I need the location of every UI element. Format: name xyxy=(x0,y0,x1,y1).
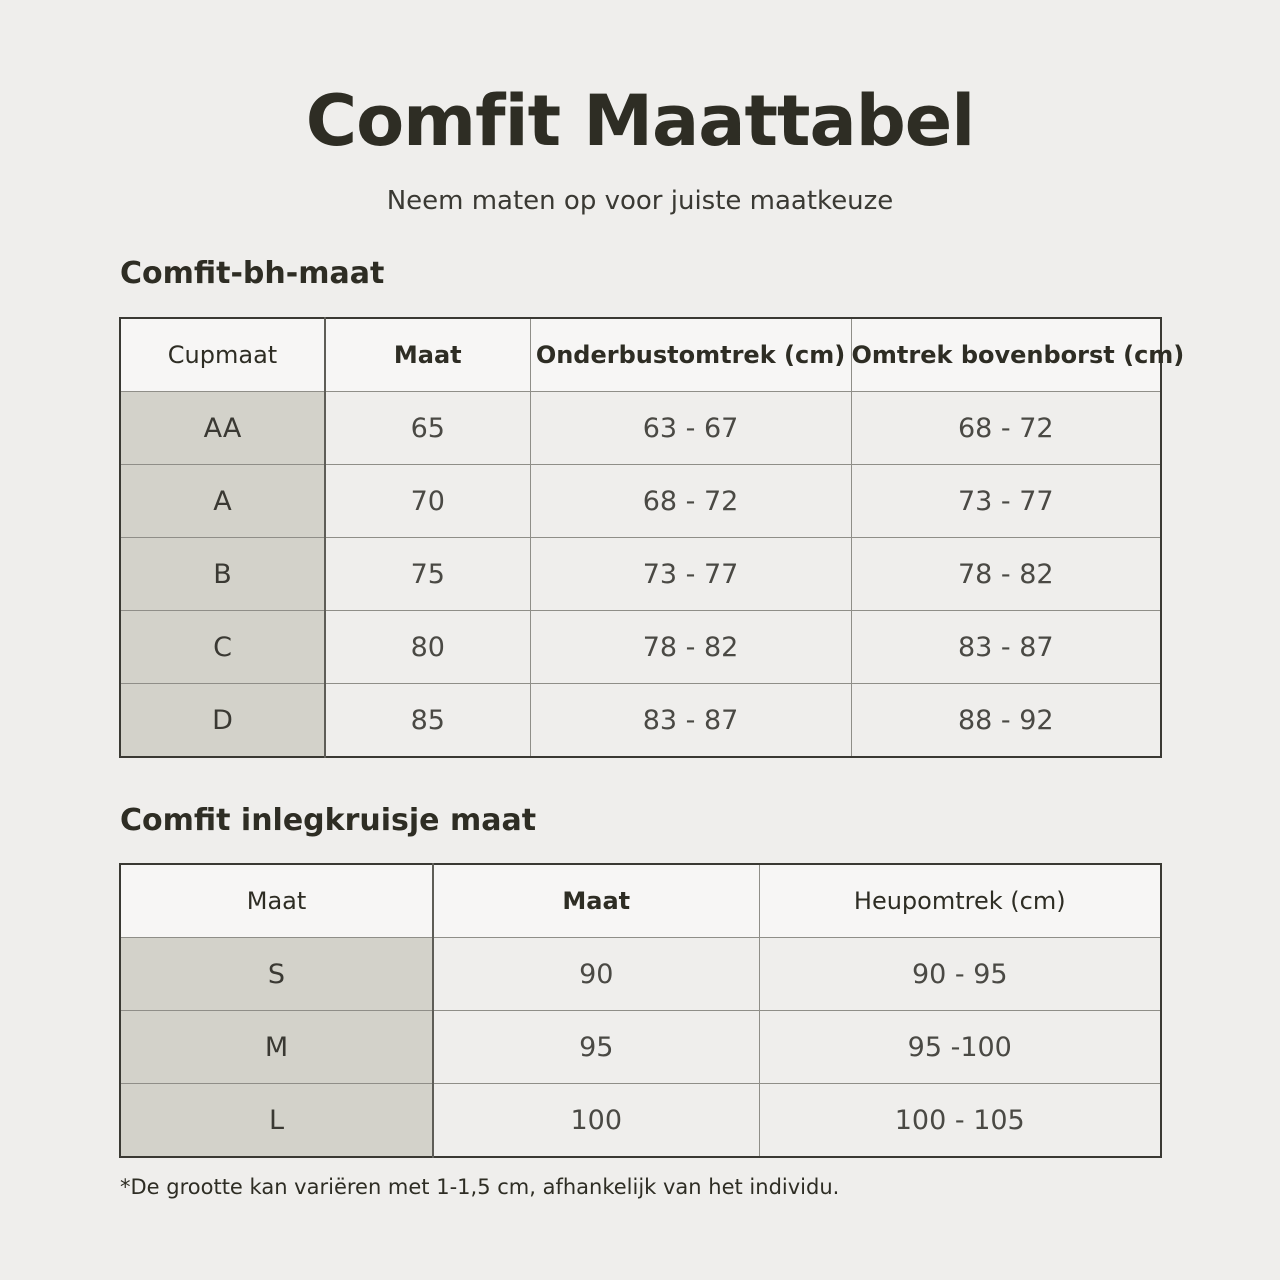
cupmaat-cell: D xyxy=(120,684,325,758)
onderbustomtrek-cell: 78 - 82 xyxy=(530,611,851,684)
size-letter-cell: L xyxy=(120,1084,433,1158)
maat-cell: 95 xyxy=(433,1011,759,1084)
table-row xyxy=(120,938,1161,1011)
page-subtitle: Neem maten op voor juiste maatkeuze xyxy=(386,186,894,216)
bra-size-section-title: Comfit-bh-maat xyxy=(120,256,385,291)
table-row xyxy=(120,611,1161,684)
size-letter-cell: S xyxy=(120,938,433,1011)
column-header-maat: Maat xyxy=(433,864,759,938)
maat-cell: 90 xyxy=(433,938,759,1011)
maat-cell: 75 xyxy=(325,538,530,611)
column-header-cupmaat: Cupmaat xyxy=(120,318,325,392)
omtrek-bovenborst-cell: 83 - 87 xyxy=(851,611,1161,684)
maat-cell: 70 xyxy=(325,465,530,538)
panty-liner-section-title: Comfit inlegkruisje maat xyxy=(120,803,537,838)
maat-cell: 100 xyxy=(433,1084,759,1158)
maat-cell: 80 xyxy=(325,611,530,684)
heupomtrek-cell: 100 - 105 xyxy=(759,1084,1161,1158)
footnote: *De grootte kan variëren met 1-1,5 cm, afhankelijk van het individu. xyxy=(120,1175,840,1199)
page-title: Comfit Maattabel xyxy=(305,80,975,162)
column-header-omtrek-bovenborst: Omtrek bovenborst (cm) xyxy=(851,318,1161,392)
panty-liner-size-table xyxy=(119,863,1162,1158)
table-row xyxy=(120,1011,1161,1084)
table-header-row xyxy=(120,318,1161,392)
maat-cell: 85 xyxy=(325,684,530,758)
cupmaat-cell: A xyxy=(120,465,325,538)
omtrek-bovenborst-cell: 68 - 72 xyxy=(851,392,1161,465)
omtrek-bovenborst-cell: 73 - 77 xyxy=(851,465,1161,538)
column-header-maat-label: Maat xyxy=(120,864,433,938)
size-letter-cell: M xyxy=(120,1011,433,1084)
onderbustomtrek-cell: 83 - 87 xyxy=(530,684,851,758)
table-row xyxy=(120,392,1161,465)
cupmaat-cell: B xyxy=(120,538,325,611)
heupomtrek-cell: 95 -100 xyxy=(759,1011,1161,1084)
table-row xyxy=(120,465,1161,538)
cupmaat-cell: C xyxy=(120,611,325,684)
onderbustomtrek-cell: 68 - 72 xyxy=(530,465,851,538)
table-row xyxy=(120,1084,1161,1158)
table-row xyxy=(120,538,1161,611)
column-header-onderbustomtrek: Onderbustomtrek (cm) xyxy=(530,318,851,392)
onderbustomtrek-cell: 73 - 77 xyxy=(530,538,851,611)
column-header-heupomtrek: Heupomtrek (cm) xyxy=(759,864,1161,938)
maat-cell: 65 xyxy=(325,392,530,465)
cupmaat-cell: AA xyxy=(120,392,325,465)
omtrek-bovenborst-cell: 78 - 82 xyxy=(851,538,1161,611)
column-header-maat: Maat xyxy=(325,318,530,392)
table-header-row xyxy=(120,864,1161,938)
table-row xyxy=(120,684,1161,758)
omtrek-bovenborst-cell: 88 - 92 xyxy=(851,684,1161,758)
bra-size-table xyxy=(119,317,1185,758)
heupomtrek-cell: 90 - 95 xyxy=(759,938,1161,1011)
onderbustomtrek-cell: 63 - 67 xyxy=(530,392,851,465)
